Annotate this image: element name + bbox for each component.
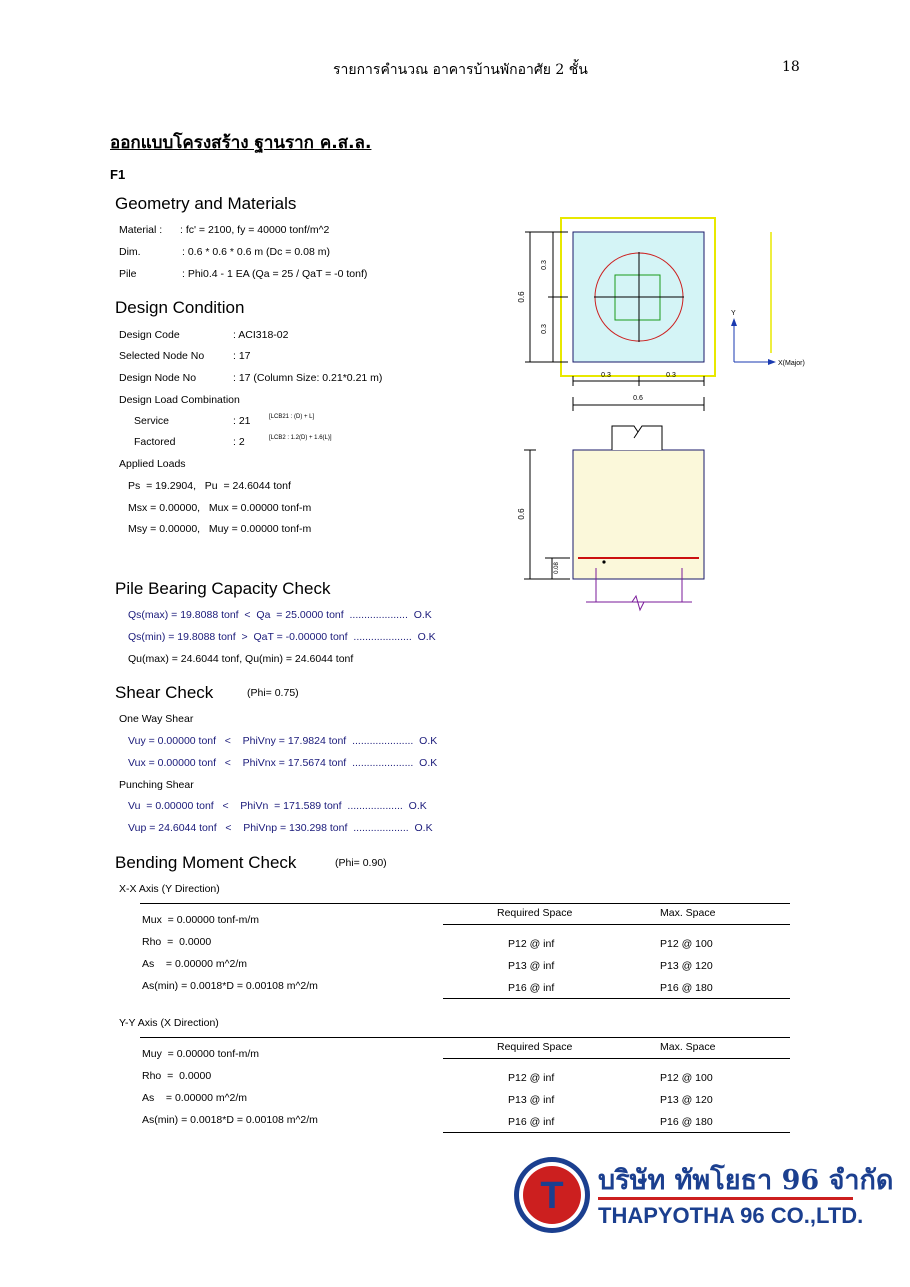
dim-label: 0.6 (517, 291, 526, 303)
col-max-space: Max. Space (660, 907, 716, 919)
logo-letter: T (540, 1175, 564, 1217)
load-combination-label: Design Load Combination (119, 394, 240, 406)
yy-value: As = 0.00000 m^2/m (142, 1092, 248, 1104)
yy-max: P16 @ 180 (660, 1116, 713, 1128)
yy-value: Muy = 0.00000 tonf-m/m (142, 1048, 260, 1060)
one-way-shear-label: One Way Shear (119, 713, 194, 725)
col-required-space: Required Space (497, 907, 573, 919)
document-title: รายการคำนวณ อาคารบ้านพักอาศัย 2 ชั้น (333, 62, 588, 78)
yy-required: P16 @ inf (508, 1116, 555, 1128)
dim-label: 0.3 (666, 372, 676, 379)
col-max-space: Max. Space (660, 1041, 716, 1053)
yy-value: Rho = 0.0000 (142, 1070, 212, 1082)
footing-section (573, 450, 704, 579)
dim-label: 0.3 (541, 324, 548, 334)
page-title: ออกแบบโครงสร้าง ฐานราก ค.ส.ล. (110, 133, 372, 153)
dim-label: 0.3 (601, 372, 611, 379)
dim-label: 0.08 (554, 562, 560, 574)
service-value: : 21 (233, 415, 251, 427)
dim-label: 0.6 (633, 395, 643, 402)
xx-required: P13 @ inf (508, 960, 555, 972)
dim-label: 0.6 (517, 508, 526, 520)
pile-check-line: Qs(min) = 19.8088 tonf > QaT = -0.00000 tonf .................... O.K (128, 631, 436, 643)
shear-line: Vux = 0.00000 tonf < PhiVnx = 17.5674 tonf ..................... O.K (128, 757, 438, 769)
load-line: Ps = 19.2904, Pu = 24.6044 tonf (128, 480, 291, 492)
company-name-thai: บริษัท ทัพโยธา 96 จำกัด (598, 1165, 894, 1196)
load-line: Msx = 0.00000, Mux = 0.00000 tonf-m (128, 502, 312, 514)
dim-label: Dim. (119, 246, 141, 258)
applied-loads-label: Applied Loads (119, 458, 186, 470)
company-name-en: THAPYOTHA 96 CO.,LTD. (598, 1203, 864, 1228)
yy-max: P13 @ 120 (660, 1094, 713, 1106)
pile-check-heading: Pile Bearing Capacity Check (115, 579, 331, 598)
xx-max: P13 @ 120 (660, 960, 713, 972)
yy-max: P12 @ 100 (660, 1072, 713, 1084)
service-label: Service (134, 415, 170, 427)
material-label: Material : (119, 224, 163, 236)
yy-required: P12 @ inf (508, 1072, 555, 1084)
xx-axis-label: X-X Axis (Y Direction) (119, 883, 220, 895)
yy-value: As(min) = 0.0018*D = 0.00108 m^2/m (142, 1114, 318, 1126)
punching-shear-label: Punching Shear (119, 779, 194, 791)
material-value: : fc' = 2100, fy = 40000 tonf/m^2 (180, 224, 330, 236)
design-node-value: : 17 (Column Size: 0.21*0.21 m) (233, 372, 383, 384)
xx-value: Mux = 0.00000 tonf-m/m (142, 914, 260, 926)
service-note: [LCB21 : (D) + L] (269, 414, 315, 420)
xx-required: P12 @ inf (508, 938, 555, 950)
xx-value: As = 0.00000 m^2/m (142, 958, 248, 970)
bending-check-heading: Bending Moment Check (115, 853, 297, 872)
pile-label: Pile (119, 268, 137, 280)
column-stub (612, 426, 662, 450)
selected-node-value: : 17 (233, 350, 251, 362)
shear-check-heading: Shear Check (115, 683, 214, 702)
design-node-label: Design Node No (119, 372, 197, 384)
company-rule (598, 1197, 853, 1200)
shear-line: Vu = 0.00000 tonf < PhiVn = 171.589 tonf ................... O.K (128, 800, 427, 812)
factored-note: [LCB2 : 1.2(D) + 1.6(L)] (269, 435, 332, 441)
pile-value: : Phi0.4 - 1 EA (Qa = 25 / QaT = -0 tonf) (182, 268, 368, 280)
xx-max: P16 @ 180 (660, 982, 713, 994)
factored-label: Factored (134, 436, 176, 448)
design-code-label: Design Code (119, 329, 180, 341)
shear-line: Vup = 24.6044 tonf < PhiVnp = 130.298 tonf ................... O.K (128, 822, 433, 834)
axis-label: Y (731, 310, 736, 317)
footing-id: F1 (110, 167, 126, 182)
xx-max: P12 @ 100 (660, 938, 713, 950)
page-number: 18 (782, 59, 800, 75)
pile-check-line: Qu(max) = 24.6044 tonf, Qu(min) = 24.6044 tonf (128, 653, 354, 665)
design-code-value: : ACI318-02 (233, 329, 289, 341)
dim-label: 0.3 (541, 260, 548, 270)
yy-axis-label: Y-Y Axis (X Direction) (119, 1017, 219, 1029)
bending-phi: (Phi= 0.90) (335, 857, 387, 869)
company-logo (513, 1156, 593, 1236)
selected-node-label: Selected Node No (119, 350, 205, 362)
yy-required: P13 @ inf (508, 1094, 555, 1106)
pile-check-line: Qs(max) = 19.8088 tonf < Qa = 25.0000 tonf .................... O.K (128, 609, 432, 621)
factored-value: : 2 (233, 436, 245, 448)
load-line: Msy = 0.00000, Muy = 0.00000 tonf-m (128, 523, 312, 535)
shear-phi: (Phi= 0.75) (247, 687, 299, 699)
geometry-heading: Geometry and Materials (115, 194, 297, 213)
design-condition-heading: Design Condition (115, 298, 245, 317)
axis-label: X(Major) (778, 360, 805, 367)
dim-value: : 0.6 * 0.6 * 0.6 m (Dc = 0.08 m) (182, 246, 330, 258)
shear-line: Vuy = 0.00000 tonf < PhiVny = 17.9824 tonf ..................... O.K (128, 735, 438, 747)
col-required-space: Required Space (497, 1041, 573, 1053)
xx-value: Rho = 0.0000 (142, 936, 212, 948)
xx-value: As(min) = 0.0018*D = 0.00108 m^2/m (142, 980, 318, 992)
xx-required: P16 @ inf (508, 982, 555, 994)
